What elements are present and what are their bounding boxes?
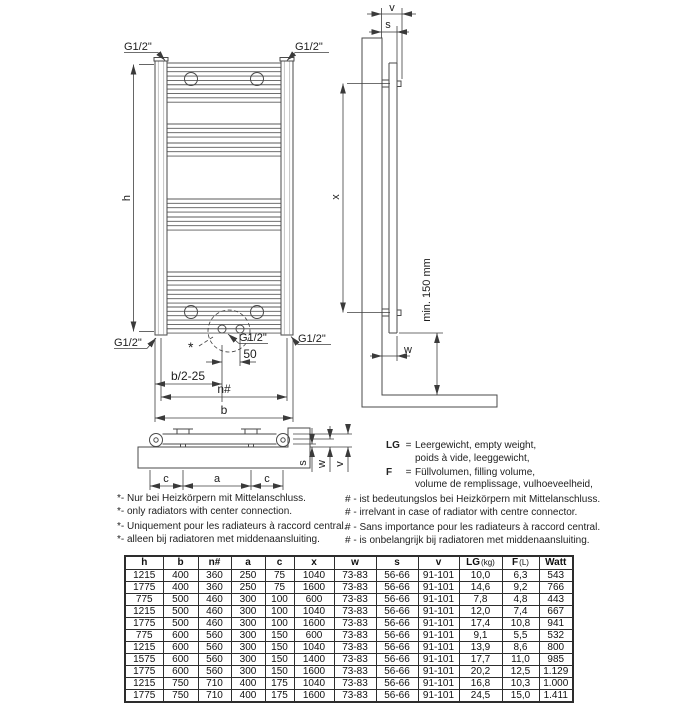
table-cell: 10,3 — [502, 678, 539, 690]
table-cell: 800 — [539, 642, 573, 654]
table-cell: 91-101 — [418, 630, 459, 642]
table-cell: 7,8 — [459, 594, 502, 606]
table-cell: 17,7 — [459, 654, 502, 666]
legend-lg-line2: poids à vide, leeggewicht, — [415, 452, 530, 464]
table-cell: 100 — [265, 606, 294, 618]
table-cell: 600 — [163, 654, 198, 666]
dim-label-plan-v: v — [334, 461, 346, 467]
table-cell: 91-101 — [418, 654, 459, 666]
table-cell: 56-66 — [376, 582, 418, 594]
table-cell: 543 — [539, 570, 573, 582]
table-cell: 560 — [198, 642, 231, 654]
table-cell: 14,6 — [459, 582, 502, 594]
spec-table-body — [125, 570, 573, 703]
table-cell: 13,9 — [459, 642, 502, 654]
radiator-profile — [382, 63, 401, 333]
col-header-watt: Watt — [539, 556, 573, 570]
table-cell: 400 — [163, 570, 198, 582]
table-cell: 300 — [231, 606, 265, 618]
dim-label-c-right: c — [264, 473, 270, 485]
table-cell: 56-66 — [376, 618, 418, 630]
table-cell: 56-66 — [376, 678, 418, 690]
table-cell: 150 — [265, 630, 294, 642]
table-cell: 667 — [539, 606, 573, 618]
table-cell: 73-83 — [334, 642, 376, 654]
table-cell: 6,3 — [502, 570, 539, 582]
table-cell: 360 — [198, 570, 231, 582]
dim-label-a: a — [213, 473, 221, 485]
conn-label-bottom-left: G1/2" — [114, 337, 142, 349]
table-cell: 91-101 — [418, 570, 459, 582]
col-header-x: x — [294, 556, 334, 570]
legend-f-line2: volume de remplissage, vulhoeveelheid, — [415, 479, 593, 491]
table-cell: 12,5 — [502, 666, 539, 678]
table-cell: 775 — [125, 630, 163, 642]
table-cell: 600 — [294, 594, 334, 606]
table-cell: 150 — [265, 666, 294, 678]
table-cell: 300 — [231, 654, 265, 666]
legend-text-lg — [415, 440, 536, 466]
table-cell: 1400 — [294, 654, 334, 666]
spec-table — [124, 555, 574, 703]
connection-labels — [114, 41, 331, 355]
table-cell: 750 — [163, 678, 198, 690]
table-cell: 10,0 — [459, 570, 502, 582]
legend-row-f — [386, 467, 593, 493]
table-cell: 12,0 — [459, 606, 502, 618]
table-cell: 500 — [163, 606, 198, 618]
footnote-line: # - is onbelangrijk bij radiatoren met middenaansluiting. — [345, 534, 590, 546]
col-header-h: h — [125, 556, 163, 570]
table-cell: 1040 — [294, 678, 334, 690]
conn-label-bottom-right: G1/2" — [298, 333, 326, 345]
radiator-pipes — [154, 58, 294, 336]
col-header-s: s — [376, 556, 418, 570]
legend-text-f — [415, 467, 593, 493]
table-cell: 1215 — [125, 606, 163, 618]
table-cell: 1575 — [125, 654, 163, 666]
table-cell: 1.411 — [539, 690, 573, 703]
table-cell: 9,2 — [502, 582, 539, 594]
conn-label-top-left: G1/2" — [124, 41, 152, 53]
table-cell: 1775 — [125, 666, 163, 678]
legend — [386, 440, 593, 492]
table-cell: 100 — [265, 618, 294, 630]
table-cell: 300 — [231, 618, 265, 630]
table-cell: 91-101 — [418, 678, 459, 690]
table-cell: 91-101 — [418, 582, 459, 594]
table-cell: 250 — [231, 582, 265, 594]
footnote-line: # - irrelvant in case of radiator with centre connector. — [345, 506, 578, 518]
table-cell: 91-101 — [418, 618, 459, 630]
dim-label-side-s: s — [385, 19, 391, 31]
table-cell: 56-66 — [376, 594, 418, 606]
table-cell: 91-101 — [418, 594, 459, 606]
footnotes-hash — [345, 494, 600, 547]
table-row — [125, 594, 573, 606]
table-cell: 150 — [265, 654, 294, 666]
table-cell: 560 — [198, 630, 231, 642]
table-cell: 91-101 — [418, 690, 459, 703]
table-cell: 56-66 — [376, 606, 418, 618]
table-cell: 1600 — [294, 582, 334, 594]
dim-label-h: h — [121, 194, 133, 202]
table-cell: 1215 — [125, 570, 163, 582]
table-cell: 56-66 — [376, 570, 418, 582]
footnote-line: *- Nur bei Heizkörpern mit Mittelanschluss. — [117, 493, 306, 504]
dim-h — [121, 65, 154, 332]
table-row — [125, 690, 573, 703]
table-cell: 300 — [231, 666, 265, 678]
table-cell: 20,2 — [459, 666, 502, 678]
col-header-c: c — [265, 556, 294, 570]
table-cell: 941 — [539, 618, 573, 630]
table-cell: 73-83 — [334, 678, 376, 690]
table-cell: 73-83 — [334, 690, 376, 703]
table-cell: 1775 — [125, 690, 163, 703]
table-cell: 1600 — [294, 618, 334, 630]
table-row — [125, 630, 573, 642]
table-cell: 300 — [231, 594, 265, 606]
legend-lg-line1: Leergewicht, empty weight, — [415, 440, 537, 451]
table-cell: 73-83 — [334, 606, 376, 618]
legend-key-lg: LG — [386, 440, 400, 451]
col-header-w: w — [334, 556, 376, 570]
dim-label-50: 50 — [243, 347, 257, 361]
table-cell: 710 — [198, 690, 231, 703]
table-row — [125, 606, 573, 618]
table-cell: 360 — [198, 582, 231, 594]
table-cell: 985 — [539, 654, 573, 666]
table-cell: 1040 — [294, 606, 334, 618]
center-connection — [199, 310, 250, 352]
dim-label-c-left: c — [163, 473, 169, 485]
table-cell: 250 — [231, 570, 265, 582]
table-cell: 17,4 — [459, 618, 502, 630]
side-view — [330, 2, 497, 407]
wall-section — [362, 38, 497, 407]
table-cell: 600 — [294, 630, 334, 642]
table-cell: 56-66 — [376, 654, 418, 666]
legend-key-f: F — [386, 466, 393, 478]
dim-side-s — [369, 19, 409, 63]
front-view — [114, 41, 331, 422]
bottom-view — [138, 424, 352, 490]
table-cell: 600 — [163, 666, 198, 678]
table-cell: 443 — [539, 594, 573, 606]
dim-label-n: n# — [217, 382, 231, 396]
table-cell: 75 — [265, 570, 294, 582]
table-header-row — [125, 556, 573, 570]
table-cell: 1775 — [125, 618, 163, 630]
dim-label-plan-w: w — [316, 460, 328, 468]
table-cell: 8,6 — [502, 642, 539, 654]
legend-eq: = — [405, 466, 412, 478]
table-cell: 175 — [265, 690, 294, 703]
footnote-line: *- only radiators with center connection. — [117, 505, 293, 517]
table-cell: 460 — [198, 618, 231, 630]
table-cell: 775 — [125, 594, 163, 606]
dim-side-v — [367, 2, 416, 79]
dim-label-plan-s: s — [297, 460, 309, 466]
table-cell: 460 — [198, 594, 231, 606]
table-row — [125, 654, 573, 666]
table-row — [125, 678, 573, 690]
footnote-line: *- Uniquement pour les radiateurs à raccord central. — [117, 521, 347, 533]
dim-min150 — [399, 258, 443, 395]
table-cell: 150 — [265, 642, 294, 654]
dim-label-x: x — [330, 194, 342, 200]
footnotes-asterisk — [117, 493, 347, 546]
table-cell: 1.129 — [539, 666, 573, 678]
table-row — [125, 666, 573, 678]
col-header-v: v — [418, 556, 459, 570]
conn-label-center: G1/2" — [239, 332, 267, 344]
table-cell: 73-83 — [334, 570, 376, 582]
table-cell: 100 — [265, 594, 294, 606]
col-header-a: a — [231, 556, 265, 570]
dim-label-b2: b/2-25 — [170, 369, 206, 383]
dim-x — [330, 84, 390, 313]
table-cell: 5,5 — [502, 630, 539, 642]
table-cell: 10,8 — [502, 618, 539, 630]
table-cell: 73-83 — [334, 594, 376, 606]
table-cell: 1600 — [294, 690, 334, 703]
table-cell: 73-83 — [334, 618, 376, 630]
table-cell: 1775 — [125, 582, 163, 594]
table-cell: 560 — [198, 654, 231, 666]
table-cell: 560 — [198, 666, 231, 678]
dim-side-w — [370, 336, 412, 361]
legend-f-line1: Füllvolumen, filling volume, — [415, 466, 536, 478]
table-cell: 300 — [231, 642, 265, 654]
conn-label-top-right: G1/2" — [295, 41, 323, 53]
table-cell: 600 — [163, 642, 198, 654]
table-row — [125, 582, 573, 594]
dim-label-side-v: v — [389, 2, 395, 14]
table-cell: 91-101 — [418, 642, 459, 654]
legend-eq: = — [405, 440, 412, 451]
table-cell: 532 — [539, 630, 573, 642]
table-cell: 56-66 — [376, 630, 418, 642]
table-cell: 73-83 — [334, 654, 376, 666]
table-cell: 710 — [198, 678, 231, 690]
table-cell: 1040 — [294, 642, 334, 654]
table-row — [125, 618, 573, 630]
table-cell: 11,0 — [502, 654, 539, 666]
table-cell: 175 — [265, 678, 294, 690]
table-cell: 400 — [231, 690, 265, 703]
table-cell: 9,1 — [459, 630, 502, 642]
table-cell: 4,8 — [502, 594, 539, 606]
table-cell: 600 — [163, 630, 198, 642]
col-header-n: n# — [198, 556, 231, 570]
table-cell: 75 — [265, 582, 294, 594]
table-cell: 460 — [198, 606, 231, 618]
table-cell: 16,8 — [459, 678, 502, 690]
dim-label-side-w: w — [404, 344, 412, 356]
dim-label-b: b — [220, 403, 228, 417]
table-cell: 400 — [163, 582, 198, 594]
table-row — [125, 570, 573, 582]
legend-row-lg — [386, 440, 593, 466]
table-cell: 1215 — [125, 642, 163, 654]
table-cell: 91-101 — [418, 666, 459, 678]
table-cell: 73-83 — [334, 666, 376, 678]
table-cell: 1.000 — [539, 678, 573, 690]
table-cell: 24,5 — [459, 690, 502, 703]
col-header-lg: LG(kg) — [459, 556, 502, 570]
tube-top-view — [150, 429, 290, 448]
table-cell: 750 — [163, 690, 198, 703]
table-cell: 1215 — [125, 678, 163, 690]
table-cell: 73-83 — [334, 630, 376, 642]
radiator-rungs — [167, 63, 281, 333]
table-cell: 91-101 — [418, 606, 459, 618]
center-asterisk: * — [188, 339, 194, 355]
table-cell: 500 — [163, 594, 198, 606]
table-cell: 500 — [163, 618, 198, 630]
table-cell: 73-83 — [334, 582, 376, 594]
dim-swv — [293, 424, 352, 472]
table-cell: 1600 — [294, 666, 334, 678]
footnote-line: # - ist bedeutungslos bei Heizkörpern mit Mittelanschluss. — [345, 494, 601, 505]
table-row — [125, 642, 573, 654]
col-header-b: b — [163, 556, 198, 570]
col-header-f: F(L) — [502, 556, 539, 570]
dim-cac — [150, 470, 283, 490]
footnote-line: *- alleen bij radiatoren met middenaansluiting. — [117, 533, 320, 545]
dim-label-min150: min. 150 mm — [421, 258, 433, 322]
table-cell: 766 — [539, 582, 573, 594]
table-cell: 300 — [231, 630, 265, 642]
table-cell: 400 — [231, 678, 265, 690]
footnote-line: # - Sans importance pour les radiateurs à raccord central. — [345, 522, 601, 534]
mounting-holes — [185, 73, 264, 319]
table-cell: 15,0 — [502, 690, 539, 703]
table-cell: 56-66 — [376, 690, 418, 703]
table-cell: 56-66 — [376, 642, 418, 654]
table-cell: 56-66 — [376, 666, 418, 678]
table-cell: 7,4 — [502, 606, 539, 618]
table-cell: 1040 — [294, 570, 334, 582]
